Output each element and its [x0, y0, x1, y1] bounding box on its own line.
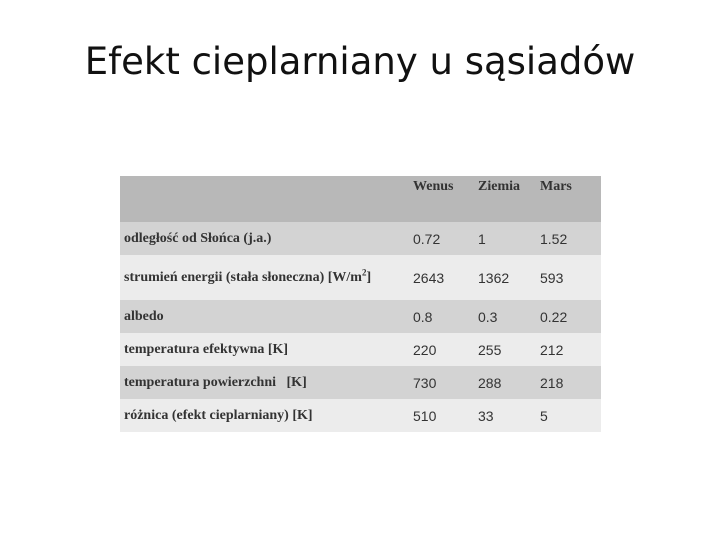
row-label: odległość od Słońca (j.a.)	[120, 222, 413, 255]
cell-ziemia: 0.3	[478, 300, 540, 333]
row-label: różnica (efekt cieplarniany) [K]	[120, 399, 413, 432]
cell-mars: 0.22	[540, 300, 601, 333]
cell-mars: 593	[540, 255, 601, 300]
header-ziemia: Ziemia	[478, 176, 540, 222]
cell-ziemia: 288	[478, 366, 540, 399]
cell-ziemia: 1362	[478, 255, 540, 300]
row-label: temperatura efektywna [K]	[120, 333, 413, 366]
row-label-suffix: ]	[366, 269, 372, 285]
cell-wenus: 0.8	[413, 300, 478, 333]
cell-ziemia: 1	[478, 222, 540, 255]
cell-wenus: 730	[413, 366, 478, 399]
cell-ziemia: 33	[478, 399, 540, 432]
row-label	[120, 255, 413, 300]
table-row	[120, 300, 601, 333]
cell-wenus: 220	[413, 333, 478, 366]
cell-mars: 212	[540, 333, 601, 366]
cell-mars: 5	[540, 399, 601, 432]
row-label-text: strumień energii (stała słoneczna) [W/m	[124, 269, 362, 285]
row-label: temperatura powierzchni [K]	[120, 366, 413, 399]
cell-mars: 218	[540, 366, 601, 399]
cell-ziemia: 255	[478, 333, 540, 366]
row-label: albedo	[120, 300, 413, 333]
comparison-table	[120, 176, 601, 432]
header-empty-cell	[120, 176, 413, 222]
header-mars: Mars	[540, 176, 601, 222]
table-row	[120, 366, 601, 399]
cell-wenus: 2643	[413, 255, 478, 300]
table-header-row	[120, 176, 601, 222]
cell-wenus: 510	[413, 399, 478, 432]
table-row	[120, 333, 601, 366]
row-label-superscript: 2	[361, 266, 367, 277]
header-wenus: Wenus	[413, 176, 478, 222]
table-row	[120, 255, 601, 300]
slide-title: Efekt cieplarniany u sąsiadów	[84, 40, 636, 83]
cell-wenus: 0.72	[413, 222, 478, 255]
table-row	[120, 399, 601, 432]
cell-mars: 1.52	[540, 222, 601, 255]
table-row	[120, 222, 601, 255]
